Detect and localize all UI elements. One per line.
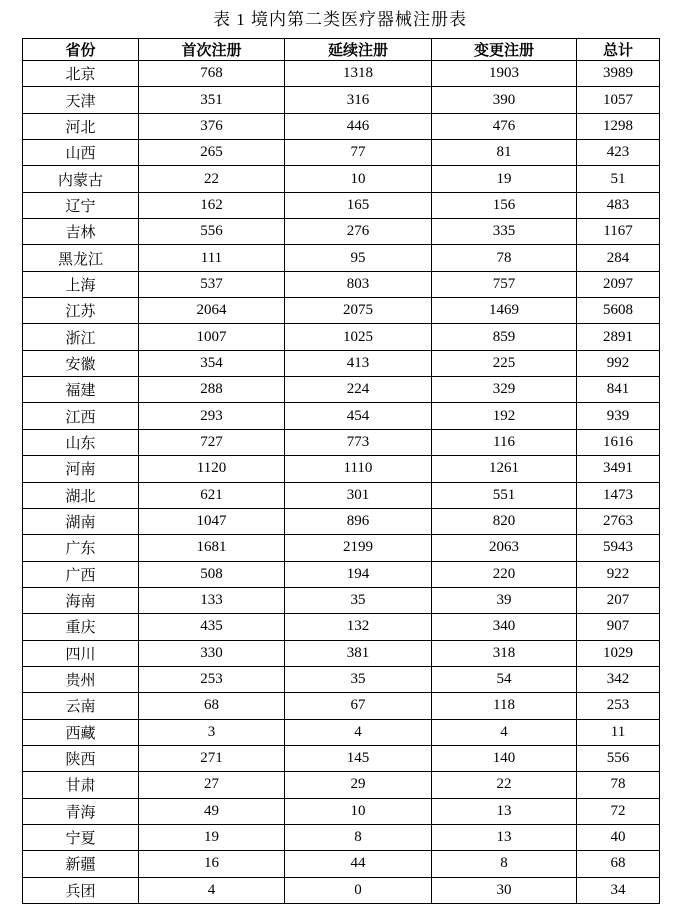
value-cell: 34 bbox=[577, 877, 660, 903]
table-row bbox=[23, 456, 660, 482]
province-cell: 福建 bbox=[23, 377, 139, 403]
value-cell: 78 bbox=[432, 245, 577, 271]
table-row bbox=[23, 745, 660, 771]
province-cell: 宁夏 bbox=[23, 824, 139, 850]
value-cell: 435 bbox=[139, 614, 285, 640]
value-cell: 2199 bbox=[285, 535, 432, 561]
value-cell: 1057 bbox=[577, 87, 660, 113]
value-cell: 29 bbox=[285, 772, 432, 798]
table-row bbox=[23, 587, 660, 613]
province-cell: 安徽 bbox=[23, 350, 139, 376]
value-cell: 1298 bbox=[577, 113, 660, 139]
value-cell: 271 bbox=[139, 745, 285, 771]
value-cell: 72 bbox=[577, 798, 660, 824]
value-cell: 253 bbox=[139, 666, 285, 692]
province-cell: 兵团 bbox=[23, 877, 139, 903]
value-cell: 907 bbox=[577, 614, 660, 640]
table-body bbox=[23, 61, 660, 904]
value-cell: 483 bbox=[577, 192, 660, 218]
province-cell: 辽宁 bbox=[23, 192, 139, 218]
table-row bbox=[23, 877, 660, 903]
table-row bbox=[23, 192, 660, 218]
value-cell: 49 bbox=[139, 798, 285, 824]
value-cell: 351 bbox=[139, 87, 285, 113]
table-row bbox=[23, 614, 660, 640]
province-cell: 湖南 bbox=[23, 508, 139, 534]
value-cell: 22 bbox=[432, 772, 577, 798]
value-cell: 454 bbox=[285, 403, 432, 429]
value-cell: 1903 bbox=[432, 61, 577, 87]
table-row bbox=[23, 140, 660, 166]
table-row bbox=[23, 851, 660, 877]
value-cell: 2097 bbox=[577, 271, 660, 297]
value-cell: 1616 bbox=[577, 429, 660, 455]
table-row bbox=[23, 113, 660, 139]
value-cell: 354 bbox=[139, 350, 285, 376]
value-cell: 68 bbox=[577, 851, 660, 877]
value-cell: 116 bbox=[432, 429, 577, 455]
value-cell: 1120 bbox=[139, 456, 285, 482]
value-cell: 1029 bbox=[577, 640, 660, 666]
value-cell: 77 bbox=[285, 140, 432, 166]
value-cell: 67 bbox=[285, 693, 432, 719]
value-cell: 922 bbox=[577, 561, 660, 587]
value-cell: 162 bbox=[139, 192, 285, 218]
table-row bbox=[23, 219, 660, 245]
value-cell: 81 bbox=[432, 140, 577, 166]
value-cell: 19 bbox=[139, 824, 285, 850]
value-cell: 207 bbox=[577, 587, 660, 613]
value-cell: 768 bbox=[139, 61, 285, 87]
province-cell: 内蒙古 bbox=[23, 166, 139, 192]
value-cell: 54 bbox=[432, 666, 577, 692]
province-cell: 青海 bbox=[23, 798, 139, 824]
province-cell: 广西 bbox=[23, 561, 139, 587]
province-cell: 河北 bbox=[23, 113, 139, 139]
value-cell: 2075 bbox=[285, 298, 432, 324]
value-cell: 16 bbox=[139, 851, 285, 877]
value-cell: 220 bbox=[432, 561, 577, 587]
table-row bbox=[23, 561, 660, 587]
province-cell: 贵州 bbox=[23, 666, 139, 692]
table-row bbox=[23, 798, 660, 824]
value-cell: 2891 bbox=[577, 324, 660, 350]
value-cell: 132 bbox=[285, 614, 432, 640]
value-cell: 446 bbox=[285, 113, 432, 139]
value-cell: 27 bbox=[139, 772, 285, 798]
value-cell: 2064 bbox=[139, 298, 285, 324]
value-cell: 265 bbox=[139, 140, 285, 166]
value-cell: 859 bbox=[432, 324, 577, 350]
value-cell: 140 bbox=[432, 745, 577, 771]
table-row bbox=[23, 640, 660, 666]
value-cell: 537 bbox=[139, 271, 285, 297]
registration-table bbox=[22, 38, 660, 904]
value-cell: 78 bbox=[577, 772, 660, 798]
table-row bbox=[23, 403, 660, 429]
value-cell: 192 bbox=[432, 403, 577, 429]
value-cell: 145 bbox=[285, 745, 432, 771]
value-cell: 318 bbox=[432, 640, 577, 666]
value-cell: 22 bbox=[139, 166, 285, 192]
value-cell: 841 bbox=[577, 377, 660, 403]
value-cell: 5608 bbox=[577, 298, 660, 324]
table-row bbox=[23, 271, 660, 297]
province-cell: 四川 bbox=[23, 640, 139, 666]
value-cell: 3491 bbox=[577, 456, 660, 482]
value-cell: 1681 bbox=[139, 535, 285, 561]
value-cell: 820 bbox=[432, 508, 577, 534]
value-cell: 44 bbox=[285, 851, 432, 877]
value-cell: 896 bbox=[285, 508, 432, 534]
value-cell: 2063 bbox=[432, 535, 577, 561]
table-row bbox=[23, 87, 660, 113]
value-cell: 2763 bbox=[577, 508, 660, 534]
province-cell: 重庆 bbox=[23, 614, 139, 640]
value-cell: 1473 bbox=[577, 482, 660, 508]
value-cell: 276 bbox=[285, 219, 432, 245]
province-cell: 天津 bbox=[23, 87, 139, 113]
value-cell: 803 bbox=[285, 271, 432, 297]
value-cell: 284 bbox=[577, 245, 660, 271]
value-cell: 51 bbox=[577, 166, 660, 192]
value-cell: 4 bbox=[139, 877, 285, 903]
table-row bbox=[23, 666, 660, 692]
province-cell: 江西 bbox=[23, 403, 139, 429]
table-row bbox=[23, 298, 660, 324]
province-cell: 山东 bbox=[23, 429, 139, 455]
value-cell: 118 bbox=[432, 693, 577, 719]
value-cell: 340 bbox=[432, 614, 577, 640]
value-cell: 8 bbox=[285, 824, 432, 850]
value-cell: 0 bbox=[285, 877, 432, 903]
value-cell: 13 bbox=[432, 824, 577, 850]
value-cell: 330 bbox=[139, 640, 285, 666]
value-cell: 376 bbox=[139, 113, 285, 139]
value-cell: 253 bbox=[577, 693, 660, 719]
province-cell: 上海 bbox=[23, 271, 139, 297]
table-row bbox=[23, 719, 660, 745]
value-cell: 1110 bbox=[285, 456, 432, 482]
value-cell: 316 bbox=[285, 87, 432, 113]
value-cell: 773 bbox=[285, 429, 432, 455]
value-cell: 476 bbox=[432, 113, 577, 139]
value-cell: 95 bbox=[285, 245, 432, 271]
value-cell: 381 bbox=[285, 640, 432, 666]
province-cell: 西藏 bbox=[23, 719, 139, 745]
value-cell: 1025 bbox=[285, 324, 432, 350]
table-row bbox=[23, 350, 660, 376]
value-cell: 3 bbox=[139, 719, 285, 745]
value-cell: 40 bbox=[577, 824, 660, 850]
province-cell: 甘肃 bbox=[23, 772, 139, 798]
value-cell: 423 bbox=[577, 140, 660, 166]
table-row bbox=[23, 245, 660, 271]
value-cell: 551 bbox=[432, 482, 577, 508]
value-cell: 727 bbox=[139, 429, 285, 455]
table-title: 表 1 境内第二类医疗器械注册表 bbox=[213, 10, 467, 29]
value-cell: 1047 bbox=[139, 508, 285, 534]
table-row bbox=[23, 482, 660, 508]
value-cell: 508 bbox=[139, 561, 285, 587]
value-cell: 1261 bbox=[432, 456, 577, 482]
value-cell: 288 bbox=[139, 377, 285, 403]
province-cell: 浙江 bbox=[23, 324, 139, 350]
value-cell: 1318 bbox=[285, 61, 432, 87]
value-cell: 621 bbox=[139, 482, 285, 508]
value-cell: 35 bbox=[285, 666, 432, 692]
table-row bbox=[23, 772, 660, 798]
province-cell: 湖北 bbox=[23, 482, 139, 508]
province-cell: 北京 bbox=[23, 61, 139, 87]
value-cell: 301 bbox=[285, 482, 432, 508]
province-cell: 广东 bbox=[23, 535, 139, 561]
header-total: 总计 bbox=[577, 39, 660, 61]
value-cell: 10 bbox=[285, 798, 432, 824]
table-row bbox=[23, 824, 660, 850]
value-cell: 293 bbox=[139, 403, 285, 429]
value-cell: 8 bbox=[432, 851, 577, 877]
value-cell: 1167 bbox=[577, 219, 660, 245]
value-cell: 939 bbox=[577, 403, 660, 429]
province-cell: 江苏 bbox=[23, 298, 139, 324]
province-cell: 陕西 bbox=[23, 745, 139, 771]
value-cell: 556 bbox=[139, 219, 285, 245]
table-row bbox=[23, 508, 660, 534]
table-header-row bbox=[23, 39, 660, 61]
value-cell: 10 bbox=[285, 166, 432, 192]
value-cell: 156 bbox=[432, 192, 577, 218]
value-cell: 11 bbox=[577, 719, 660, 745]
header-renewal-registration: 延续注册 bbox=[285, 39, 432, 61]
table-row bbox=[23, 535, 660, 561]
value-cell: 225 bbox=[432, 350, 577, 376]
value-cell: 224 bbox=[285, 377, 432, 403]
value-cell: 3989 bbox=[577, 61, 660, 87]
province-cell: 云南 bbox=[23, 693, 139, 719]
value-cell: 992 bbox=[577, 350, 660, 376]
header-province: 省份 bbox=[23, 39, 139, 61]
value-cell: 390 bbox=[432, 87, 577, 113]
province-cell: 新疆 bbox=[23, 851, 139, 877]
value-cell: 556 bbox=[577, 745, 660, 771]
table-row bbox=[23, 377, 660, 403]
value-cell: 757 bbox=[432, 271, 577, 297]
value-cell: 4 bbox=[285, 719, 432, 745]
header-first-registration: 首次注册 bbox=[139, 39, 285, 61]
province-cell: 黑龙江 bbox=[23, 245, 139, 271]
value-cell: 413 bbox=[285, 350, 432, 376]
header-change-registration: 变更注册 bbox=[432, 39, 577, 61]
table-row bbox=[23, 429, 660, 455]
value-cell: 342 bbox=[577, 666, 660, 692]
province-cell: 海南 bbox=[23, 587, 139, 613]
value-cell: 165 bbox=[285, 192, 432, 218]
value-cell: 5943 bbox=[577, 535, 660, 561]
value-cell: 111 bbox=[139, 245, 285, 271]
table-row bbox=[23, 693, 660, 719]
value-cell: 35 bbox=[285, 587, 432, 613]
value-cell: 4 bbox=[432, 719, 577, 745]
value-cell: 39 bbox=[432, 587, 577, 613]
value-cell: 68 bbox=[139, 693, 285, 719]
province-cell: 吉林 bbox=[23, 219, 139, 245]
value-cell: 19 bbox=[432, 166, 577, 192]
value-cell: 13 bbox=[432, 798, 577, 824]
value-cell: 30 bbox=[432, 877, 577, 903]
province-cell: 山西 bbox=[23, 140, 139, 166]
value-cell: 1469 bbox=[432, 298, 577, 324]
value-cell: 133 bbox=[139, 587, 285, 613]
value-cell: 1007 bbox=[139, 324, 285, 350]
table-row bbox=[23, 61, 660, 87]
table-row bbox=[23, 324, 660, 350]
value-cell: 194 bbox=[285, 561, 432, 587]
value-cell: 335 bbox=[432, 219, 577, 245]
table-row bbox=[23, 166, 660, 192]
value-cell: 329 bbox=[432, 377, 577, 403]
province-cell: 河南 bbox=[23, 456, 139, 482]
